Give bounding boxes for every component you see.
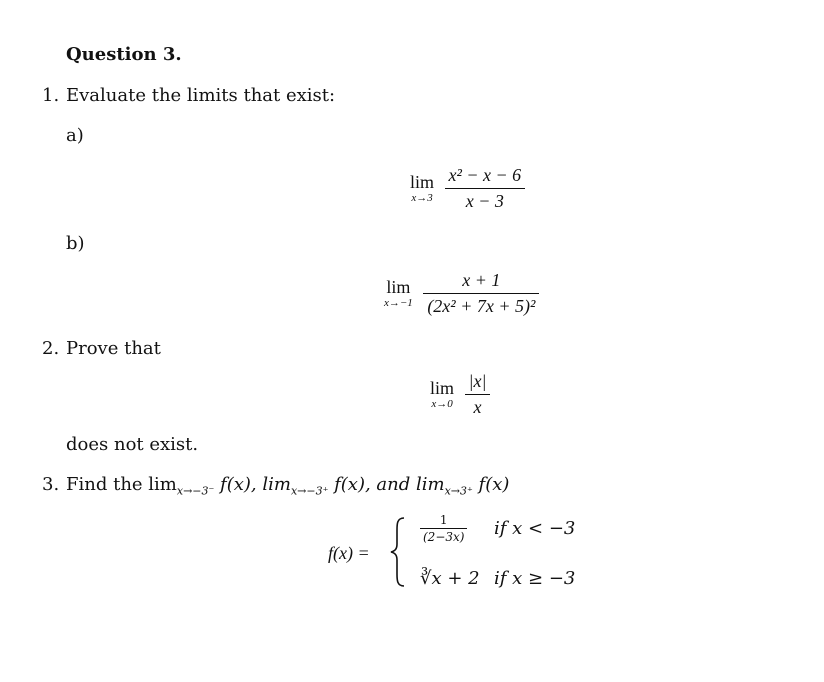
q1b-lim-sub: x→−1 — [384, 297, 413, 309]
q2-number: 2. — [42, 338, 60, 359]
q1b-lim-word: lim — [386, 277, 411, 297]
q1-text: Evaluate the limits that exist: — [66, 85, 336, 106]
q3-text — [66, 474, 509, 498]
q2-text: Prove that — [66, 338, 161, 359]
q2-expression — [430, 371, 490, 418]
f-label: f(x) = — [328, 543, 370, 563]
q1b-denominator: (2x² + 7x + 5)² — [427, 296, 536, 316]
q2-denominator: x — [473, 397, 482, 417]
q1b-fraction — [423, 270, 539, 317]
q2-after-text: does not exist. — [66, 434, 199, 455]
q1a-lim-word: lim — [410, 172, 435, 192]
q2-fraction — [465, 371, 491, 418]
q1b-expression — [384, 270, 539, 317]
q3-sub2: x→−3⁺ — [290, 484, 329, 498]
q3-find: Find the lim — [66, 474, 177, 495]
q1a-fraction — [445, 165, 526, 212]
q3-fx2: f(x), and lim — [328, 474, 445, 495]
left-brace-icon — [388, 516, 408, 588]
case1-fraction — [420, 513, 467, 544]
q3-sub1: x→−3⁻ — [176, 484, 215, 498]
q1b-label: b) — [66, 233, 85, 254]
q1a-lim — [410, 173, 434, 204]
q1-number: 1. — [42, 85, 60, 106]
q3-number: 3. — [42, 474, 60, 495]
q3-fx3: f(x) — [472, 474, 510, 495]
case1 — [420, 513, 467, 544]
q1b-lim — [384, 278, 413, 309]
q2-lim-word: lim — [430, 378, 455, 398]
case1-denominator: (2−3x) — [423, 530, 465, 544]
q1a-lim-sub: x→3 — [411, 192, 433, 204]
q3-sub3: x→3⁺ — [444, 484, 473, 498]
q2-numerator: |x| — [465, 371, 491, 395]
case2-expression: ∛x + 2 — [420, 568, 480, 589]
q2-lim — [430, 379, 454, 410]
q1a-label: a) — [66, 125, 84, 146]
case1-condition: if x < −3 — [494, 518, 576, 539]
case1-numerator: 1 — [420, 513, 467, 529]
case2-condition: if x ≥ −3 — [494, 568, 576, 589]
q1b-numerator: x + 1 — [423, 270, 539, 294]
q3-fx1: f(x), lim — [214, 474, 291, 495]
q1a-denominator: x − 3 — [465, 191, 504, 211]
question-title: Question 3. — [66, 44, 182, 65]
q2-lim-sub: x→0 — [431, 398, 453, 410]
q1a-expression — [410, 165, 525, 212]
q1a-numerator: x² − x − 6 — [445, 165, 526, 189]
